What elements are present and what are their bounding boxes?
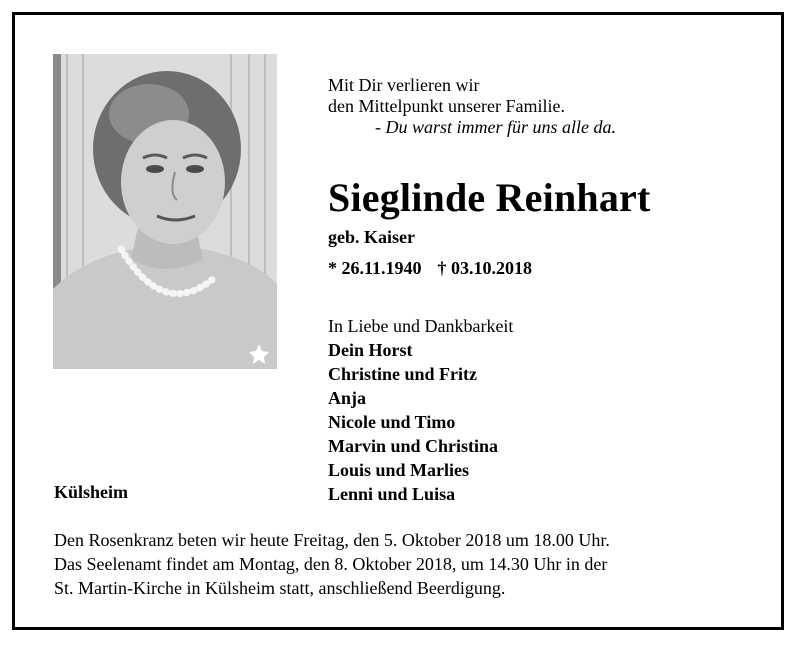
mourner-name: Anja — [328, 388, 367, 408]
portrait-photo-icon — [53, 54, 277, 369]
maiden-name: geb. Kaiser — [328, 227, 415, 247]
deceased-name: Sieglinde Reinhart — [328, 175, 651, 220]
motto-line-1: Mit Dir verlieren wir — [328, 75, 480, 95]
portrait-photo — [53, 54, 277, 369]
notice-line-2: Das Seelenamt findet am Montag, den 8. Oktober 2018, um 14.30 Uhr in der — [54, 554, 608, 574]
mourners-intro: In Liebe und Dankbarkeit — [328, 316, 514, 336]
notice-line-3: St. Martin-Kirche in Külsheim statt, anschließend Beerdigung. — [54, 578, 506, 598]
notice-line-1: Den Rosenkranz beten wir heute Freitag, den 5. Oktober 2018 um 18.00 Uhr. — [54, 530, 610, 550]
motto-line-3: - Du warst immer für uns alle da. — [375, 117, 617, 137]
motto-line-2: den Mittelpunkt unserer Familie. — [328, 96, 565, 116]
mourner-name: Christine und Fritz — [328, 364, 478, 384]
mourner-name: Louis und Marlies — [328, 460, 470, 480]
place-name: Külsheim — [54, 482, 129, 502]
mourner-name: Marvin und Christina — [328, 436, 499, 456]
memorial-motto — [328, 75, 616, 138]
mourner-name: Lenni und Luisa — [328, 484, 456, 504]
mourners-list — [328, 314, 513, 506]
life-dates — [328, 258, 532, 279]
mourner-name: Dein Horst — [328, 340, 413, 360]
service-notice — [54, 528, 610, 600]
birth-date: * 26.11.1940 — [328, 258, 422, 278]
death-date: † 03.10.2018 — [437, 258, 533, 278]
mourner-name: Nicole und Timo — [328, 412, 456, 432]
